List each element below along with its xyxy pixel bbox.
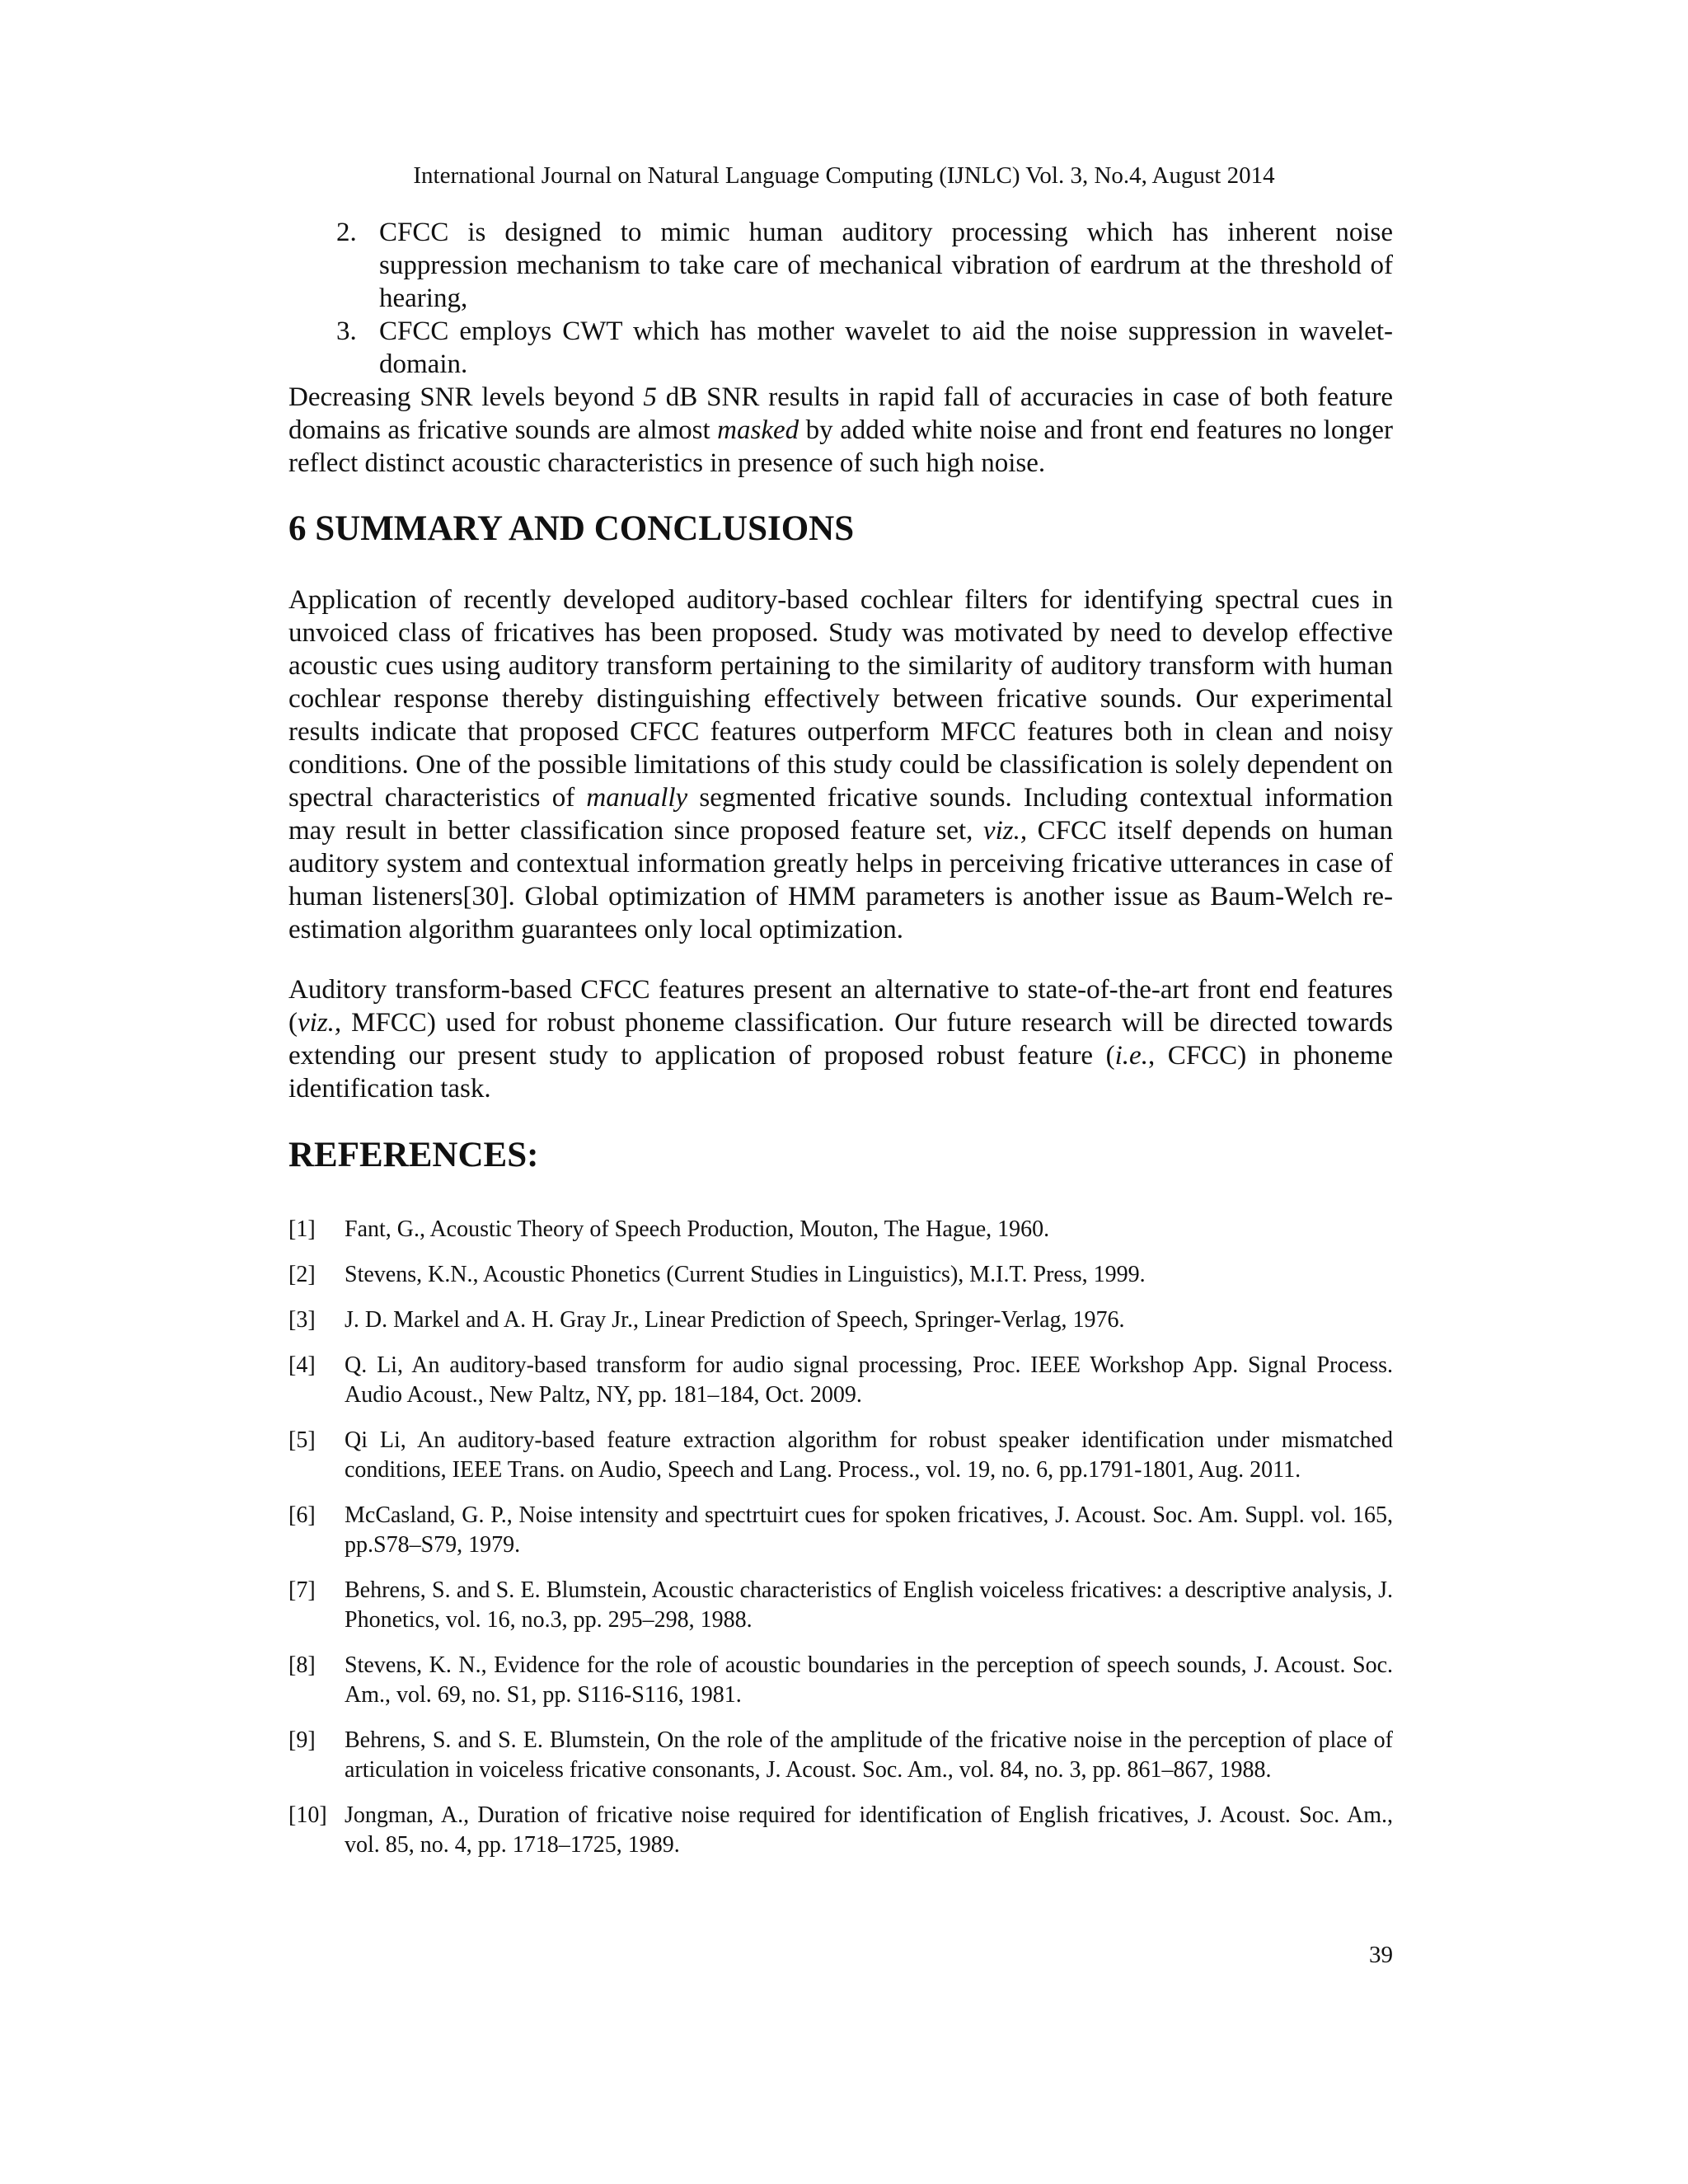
text-run: dB SNR results in rapid fall of accuracies in case of both feature domains as fricative sounds are almost [288, 382, 1393, 445]
running-header: International Journal on Natural Language Computing (IJNLC) Vol. 3, No.4, August 2014 [413, 162, 1275, 189]
reference-number: [7] [288, 1577, 316, 1603]
reference-number: [1] [288, 1216, 316, 1242]
reference-item [288, 1576, 1393, 1635]
reference-item [288, 1260, 1393, 1290]
reference-number: [10] [288, 1802, 327, 1828]
text-run: Decreasing SNR levels beyond [288, 382, 644, 412]
reference-text: Stevens, K. N., Evidence for the role of acoustic boundaries in the perception of speech sounds, J. Acoust. Soc. Am., vol. 69, no. S1, pp. S116-S116, 1981. [345, 1652, 1393, 1708]
reference-text: Behrens, S. and S. E. Blumstein, Acoustic characteristics of English voiceless fricatives: a descriptive analysis, J. Phonetics, vol. 16, no.3, pp. 295–298, 1988. [345, 1577, 1393, 1633]
italic-run: masked [717, 415, 799, 445]
italic-run: 5 [643, 382, 657, 412]
reference-text: Q. Li, An auditory-based transform for audio signal processing, Proc. IEEE Workshop App. Signal Process. Audio Acoust., New Paltz, NY, pp. 181–184, Oct. 2009. [345, 1352, 1393, 1408]
numbered-list [288, 216, 1393, 381]
list-number: 2. [336, 218, 357, 247]
continued-list-and-paragraph [288, 216, 1393, 480]
list-item-text: CFCC employs CWT which has mother wavelet to aid the noise suppression in wavelet-domain. [379, 316, 1393, 379]
reference-text: J. D. Markel and A. H. Gray Jr., Linear Prediction of Speech, Springer-Verlag, 1976. [345, 1307, 1125, 1333]
reference-number: [6] [288, 1502, 316, 1528]
summary-body [288, 583, 1393, 946]
reference-number: [9] [288, 1727, 316, 1753]
italic-run: viz., [982, 816, 1028, 846]
italic-run: i.e. [1114, 1041, 1148, 1071]
reference-number: [4] [288, 1352, 316, 1378]
summary-paragraph-2 [288, 973, 1393, 1105]
reference-text: Jongman, A., Duration of fricative noise required for identification of English fricatives, J. Acoust. Soc. Am., vol. 85, no. 4, pp. 1718–1725, 1989. [345, 1802, 1393, 1858]
list-number: 3. [336, 316, 357, 346]
reference-text: Fant, G., Acoustic Theory of Speech Production, Mouton, The Hague, 1960. [345, 1216, 1050, 1242]
italic-run: viz., [298, 1008, 342, 1038]
page-number: 39 [1369, 1942, 1393, 1968]
section-heading-summary: 6 SUMMARY AND CONCLUSIONS [288, 509, 855, 548]
reference-number: [3] [288, 1307, 316, 1333]
text-run: Application of recently developed auditory-based cochlear filters for identifying spectral cues in unvoiced class of fricatives has been proposed. Study was motivated by need to develop effective acoustic cues using auditory transform pertaining to the similarity of auditory transform with human cochlear response thereby distinguishing effectively between fricative sounds. Our experimental results indicate that proposed CFCC features outperform MFCC features both in clean and noisy conditions. One of the possible limitations of this study could be classification is solely dependent on spectral characteristics of [288, 585, 1393, 813]
reference-item [288, 1801, 1393, 1860]
reference-item [288, 1651, 1393, 1710]
reference-item [288, 1426, 1393, 1485]
text-run: by added white noise and front end features no longer reflect distinct acoustic characteristics in presence of such high noise. [288, 415, 1393, 478]
reference-number: [5] [288, 1427, 316, 1453]
reference-item [288, 1215, 1393, 1244]
italic-run: manually [586, 783, 688, 813]
text-run: , CFCC) in phoneme identification task. [288, 1041, 1393, 1104]
text-run: segmented fricative sounds. Including contextual information may result in better classification since proposed feature set, [288, 783, 1393, 846]
noise-paragraph [288, 381, 1393, 480]
reference-item [288, 1726, 1393, 1785]
text-run: CFCC itself depends on human auditory system and contextual information greatly helps in perceiving fricative utterances in case of human listeners[30]. Global optimization of HMM parameters is another issue as Baum-Welch re-estimation algorithm guarantees only local optimization. [288, 816, 1393, 944]
reference-item [288, 1351, 1393, 1410]
text-run: Auditory transform-based CFCC features present an alternative to state-of-the-art front end features ( [288, 975, 1393, 1038]
reference-item [288, 1305, 1393, 1335]
reference-text: Stevens, K.N., Acoustic Phonetics (Current Studies in Linguistics), M.I.T. Press, 1999. [345, 1262, 1146, 1287]
section-heading-references: REFERENCES: [288, 1136, 539, 1174]
list-item [288, 315, 1393, 381]
reference-item [288, 1501, 1393, 1560]
list-item-text: CFCC is designed to mimic human auditory processing which has inherent noise suppression mechanism to take care of mechanical vibration of eardrum at the threshold of hearing, [379, 218, 1393, 313]
reference-number: [8] [288, 1652, 316, 1678]
reference-text: Behrens, S. and S. E. Blumstein, On the role of the amplitude of the fricative noise in the perception of place of articulation in voiceless fricative consonants, J. Acoust. Soc. Am., vol. 84, no. 3, pp. 861–867, 1988. [345, 1727, 1393, 1783]
text-run: MFCC) used for robust phoneme classification. Our future research will be directed towards extending our present study to application of proposed robust feature ( [288, 1008, 1393, 1071]
reference-text: McCasland, G. P., Noise intensity and spectrtuirt cues for spoken fricatives, J. Acoust. Soc. Am. Suppl. vol. 165, pp.S78–S79, 1979. [345, 1502, 1393, 1558]
reference-list [288, 1215, 1393, 1876]
reference-number: [2] [288, 1262, 316, 1287]
summary-body-2 [288, 973, 1393, 1105]
list-item [288, 216, 1393, 315]
summary-paragraph-1 [288, 583, 1393, 946]
reference-text: Qi Li, An auditory-based feature extraction algorithm for robust speaker identification under mismatched conditions, IEEE Trans. on Audio, Speech and Lang. Process., vol. 19, no. 6, pp.1791-1801, Aug. 2011. [345, 1427, 1393, 1483]
